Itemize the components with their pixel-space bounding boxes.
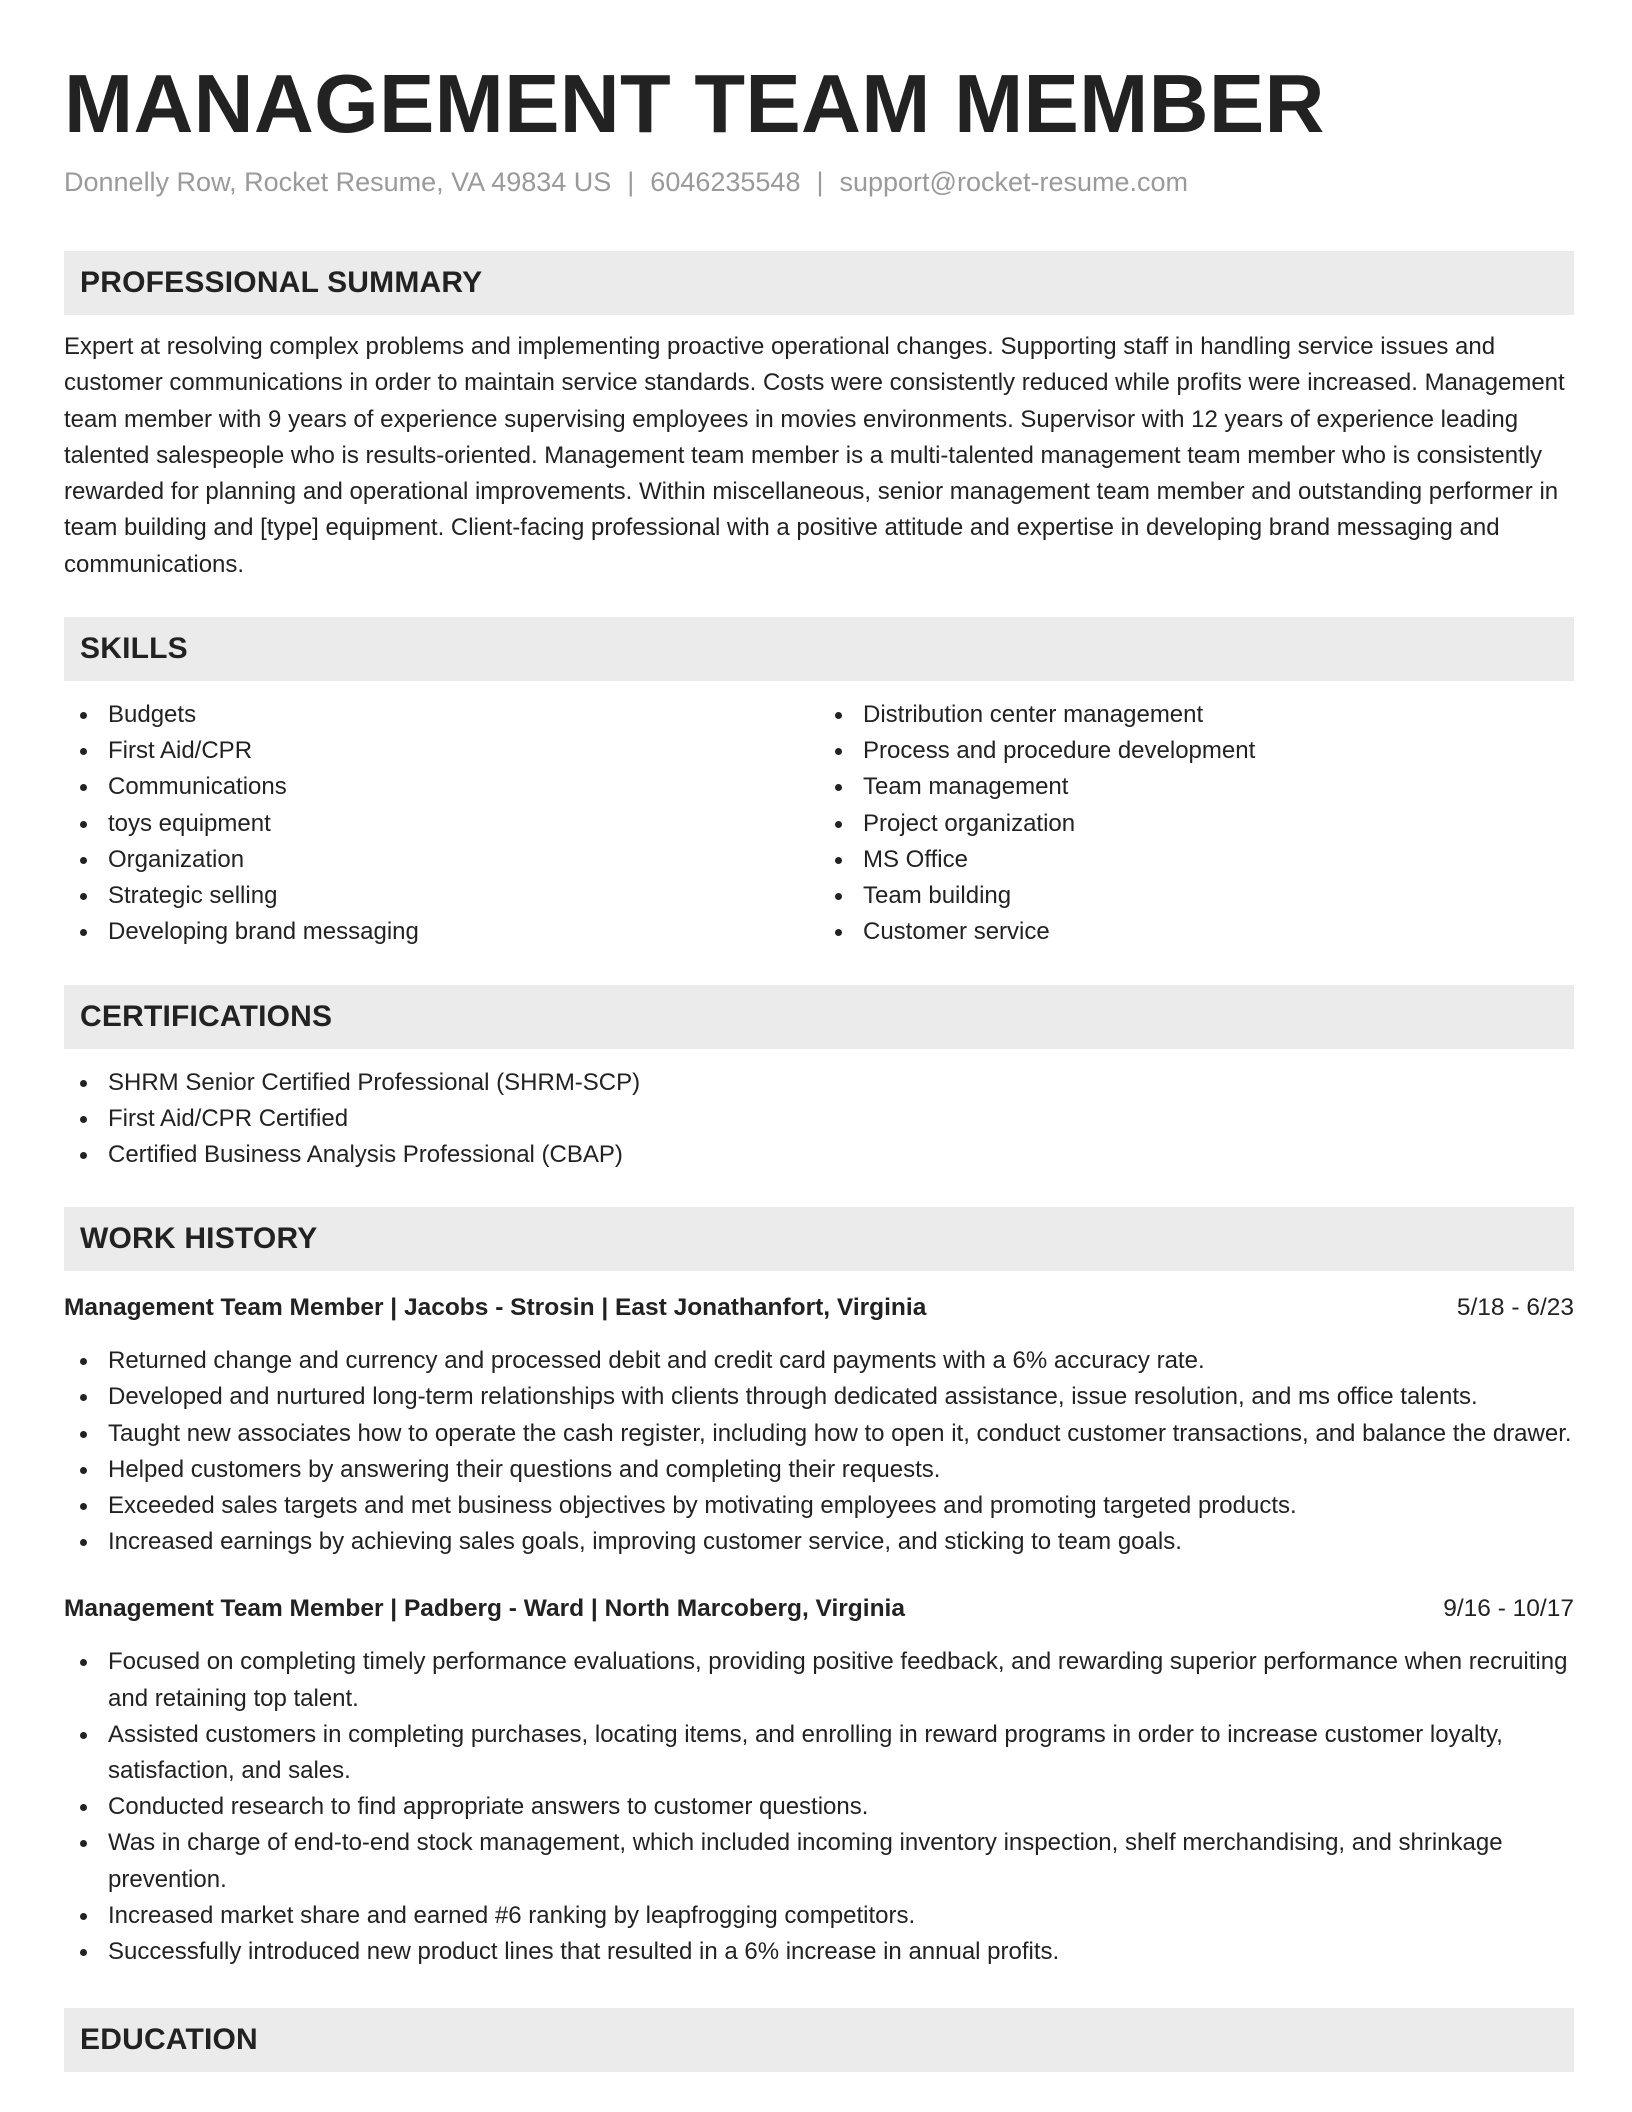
section-title: SKILLS [80,632,188,666]
skill-item: Process and procedure development [819,733,1574,769]
skill-item: toys equipment [64,806,819,842]
section-header-certifications [64,985,1574,1049]
job-dates: 5/18 - 6/23 [1456,1294,1574,1322]
skill-item: First Aid/CPR [64,733,819,769]
skill-item: Project organization [819,806,1574,842]
skill-item: Budgets [64,697,819,733]
skill-item: Team management [819,769,1574,805]
job-bullet: Successfully introduced new product lines that resulted in a 6% increase in annual profits. [64,1934,1574,1970]
contact-separator: | [816,167,824,197]
skill-item: Strategic selling [64,878,819,914]
section-header-work-history [64,1207,1574,1271]
skills-list-right [819,697,1574,950]
contact-address: Donnelly Row, Rocket Resume, VA 49834 US [64,167,612,197]
contact-email: support@rocket-resume.com [839,167,1189,197]
certification-item: First Aid/CPR Certified [64,1101,1574,1137]
section-title: EDUCATION [80,2023,258,2057]
job-bullet: Conducted research to find appropriate answers to customer questions. [64,1789,1574,1825]
resume-title: MANAGEMENT TEAM MEMBER [64,57,1325,150]
section-header-summary [64,251,1574,315]
resume-page [64,58,1574,2072]
job-bullets [64,1644,1574,1970]
job-bullets [64,1343,1574,1560]
contact-phone: 6046235548 [650,167,801,197]
job-dates: 9/16 - 10/17 [1443,1595,1574,1623]
skills-columns [64,697,1574,950]
job-bullet: Developed and nurtured long-term relationships with clients through dedicated assistance, issue resolution, and ms office talents. [64,1379,1574,1415]
skill-item: MS Office [819,842,1574,878]
job-title: Management Team Member | Padberg - Ward | North Marcoberg, Virginia [64,1595,905,1623]
skill-item: Communications [64,769,819,805]
contact-separator: | [627,167,635,197]
job-bullet: Taught new associates how to operate the cash register, including how to open it, conduct customer transactions, and balance the drawer. [64,1416,1574,1452]
job-bullet: Exceeded sales targets and met business objectives by motivating employees and promoting targeted products. [64,1488,1574,1524]
job-bullet: Assisted customers in completing purchases, locating items, and enrolling in reward programs in order to increase customer loyalty, satisfaction, and sales. [64,1717,1574,1789]
summary-text: Expert at resolving complex problems and implementing proactive operational changes. Supporting staff in handling service issues and customer communications in order to maintain service standards. Costs were consistently reduced while profits were increased. Management team member with 9 years of experience supervising employees in movies environments. Supervisor with 12 years of experience leading talented salespeople who is results-oriented. Management team member is a multi-talented management team member who is consistently rewarded for planning and operational improvements. Within miscellaneous, senior management team member and outstanding performer in team building and [type] equipment. Client-facing professional with a positive attitude and expertise in developing brand messaging and communications. [64,333,1565,578]
job-header [64,1592,1574,1626]
section-header-education [64,2008,1574,2072]
job-title: Management Team Member | Jacobs - Strosin | East Jonathanfort, Virginia [64,1294,927,1322]
skill-item: Distribution center management [819,697,1574,733]
section-header-skills [64,617,1574,681]
job-bullet: Helped customers by answering their questions and completing their requests. [64,1452,1574,1488]
skill-item: Team building [819,878,1574,914]
job-bullet: Was in charge of end-to-end stock management, which included incoming inventory inspection, shelf merchandising, and shrinkage prevention. [64,1825,1574,1897]
section-title: CERTIFICATIONS [80,999,333,1033]
certification-item: SHRM Senior Certified Professional (SHRM-SCP) [64,1065,1574,1101]
skill-item: Organization [64,842,819,878]
job-bullet: Increased earnings by achieving sales goals, improving customer service, and sticking to team goals. [64,1524,1574,1560]
job-bullet: Focused on completing timely performance evaluations, providing positive feedback, and rewarding superior performance when recruiting and retaining top talent. [64,1644,1574,1716]
section-title: PROFESSIONAL SUMMARY [80,266,483,299]
certification-item: Certified Business Analysis Professional (CBAP) [64,1137,1574,1173]
skills-list-left [64,697,819,950]
section-title: WORK HISTORY [80,1222,318,1256]
job-bullet: Increased market share and earned #6 ranking by leapfrogging competitors. [64,1898,1574,1934]
certifications-list [64,1065,1574,1174]
skill-item: Developing brand messaging [64,914,819,950]
job-bullet: Returned change and currency and processed debit and credit card payments with a 6% accuracy rate. [64,1343,1574,1379]
skill-item: Customer service [819,914,1574,950]
contact-line [64,164,1574,200]
job-header [64,1291,1574,1325]
